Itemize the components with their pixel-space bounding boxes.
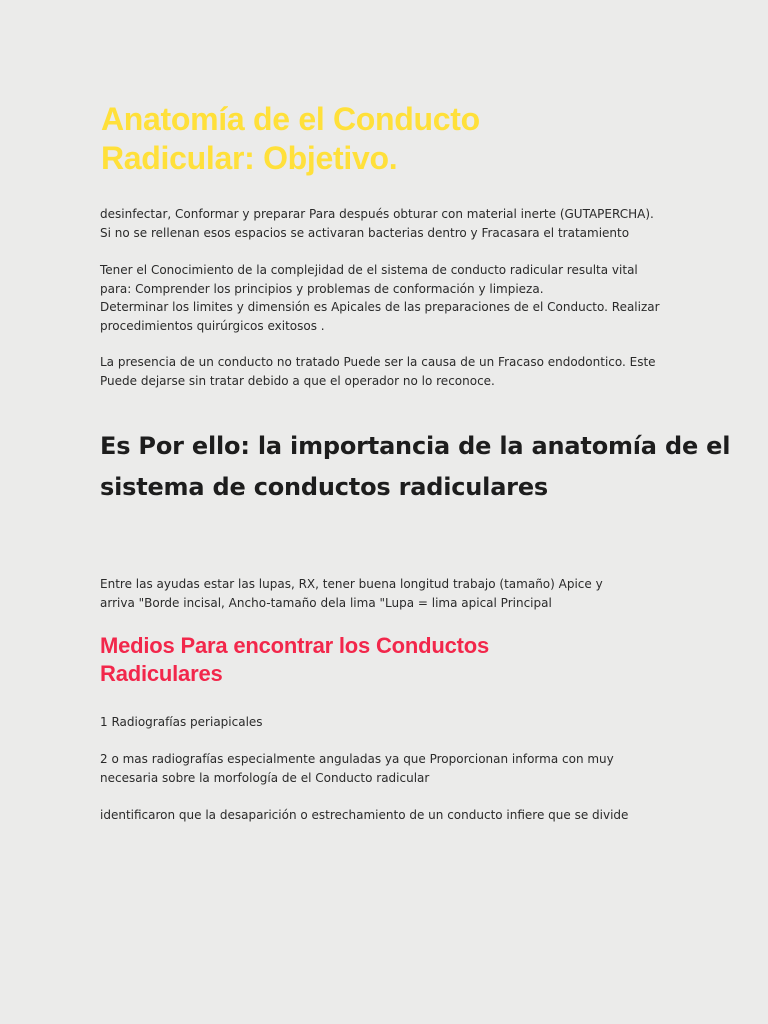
paragraph-line: 2 o mas radiografías especialmente anguladas ya que Proporcionan informa con muy	[100, 752, 614, 766]
paragraph-line: Determinar los limites y dimensión es Apicales de las preparaciones de el Conducto. Realizar	[100, 300, 660, 314]
paragraph-line: Puede dejarse sin tratar debido a que el operador no lo reconoce.	[100, 373, 495, 388]
document-title	[101, 100, 701, 178]
emphasis-heading	[100, 426, 731, 508]
paragraph-line: Si no se rellenan esos espacios se activaran bacterias dentro y Fracasara el tratamiento	[100, 225, 630, 240]
emphasis-line-2: sistema de conductos radiculares	[100, 473, 548, 501]
paragraph-line: procedimientos quirúrgicos exitosos .	[100, 318, 325, 333]
section-subtitle	[100, 632, 700, 688]
list-item-1	[100, 713, 680, 732]
paragraph-line: arriva "Borde incisal, Ancho-tamaño dela lima "Lupa = lima apical Principal	[100, 595, 552, 610]
list-item-3	[100, 806, 680, 825]
paragraph-line: Entre las ayudas estar las lupas, RX, tener buena longitud trabajo (tamaño) Apice y	[100, 577, 603, 591]
paragraph-line: para: Comprender los principios y problemas de conformación y limpieza.	[100, 281, 544, 296]
title-line-1: Anatomía de el Conducto	[101, 101, 480, 137]
paragraph-line: Tener el Conocimiento de la complejidad de el sistema de conducto radicular resulta vital	[100, 263, 638, 277]
emphasis-line-1: Es Por ello: la importancia de la anatomía de el	[100, 432, 731, 460]
paragraph-line: identificaron que la desaparición o estrechamiento de un conducto infiere que se divide	[100, 808, 629, 822]
subtitle-line-1: Medios Para encontrar los Conductos	[100, 633, 490, 658]
paragraph-line: necesaria sobre la morfología de el Conducto radicular	[100, 770, 430, 785]
list-item-2	[100, 750, 680, 787]
paragraph-objective	[100, 205, 680, 242]
subtitle-line-2: Radiculares	[100, 661, 223, 686]
paragraph-untreated-canal	[100, 353, 680, 390]
paragraph-line: La presencia de un conducto no tratado Puede ser la causa de un Fracaso endodontico. Este	[100, 355, 656, 369]
paragraph-knowledge	[100, 261, 680, 335]
paragraph-aids	[100, 575, 680, 612]
paragraph-line: 1 Radiografías periapicales	[100, 715, 263, 729]
title-line-2: Radicular: Objetivo.	[101, 140, 398, 176]
paragraph-line: desinfectar, Conformar y preparar Para después obturar con material inerte (GUTAPERCHA).	[100, 207, 654, 221]
